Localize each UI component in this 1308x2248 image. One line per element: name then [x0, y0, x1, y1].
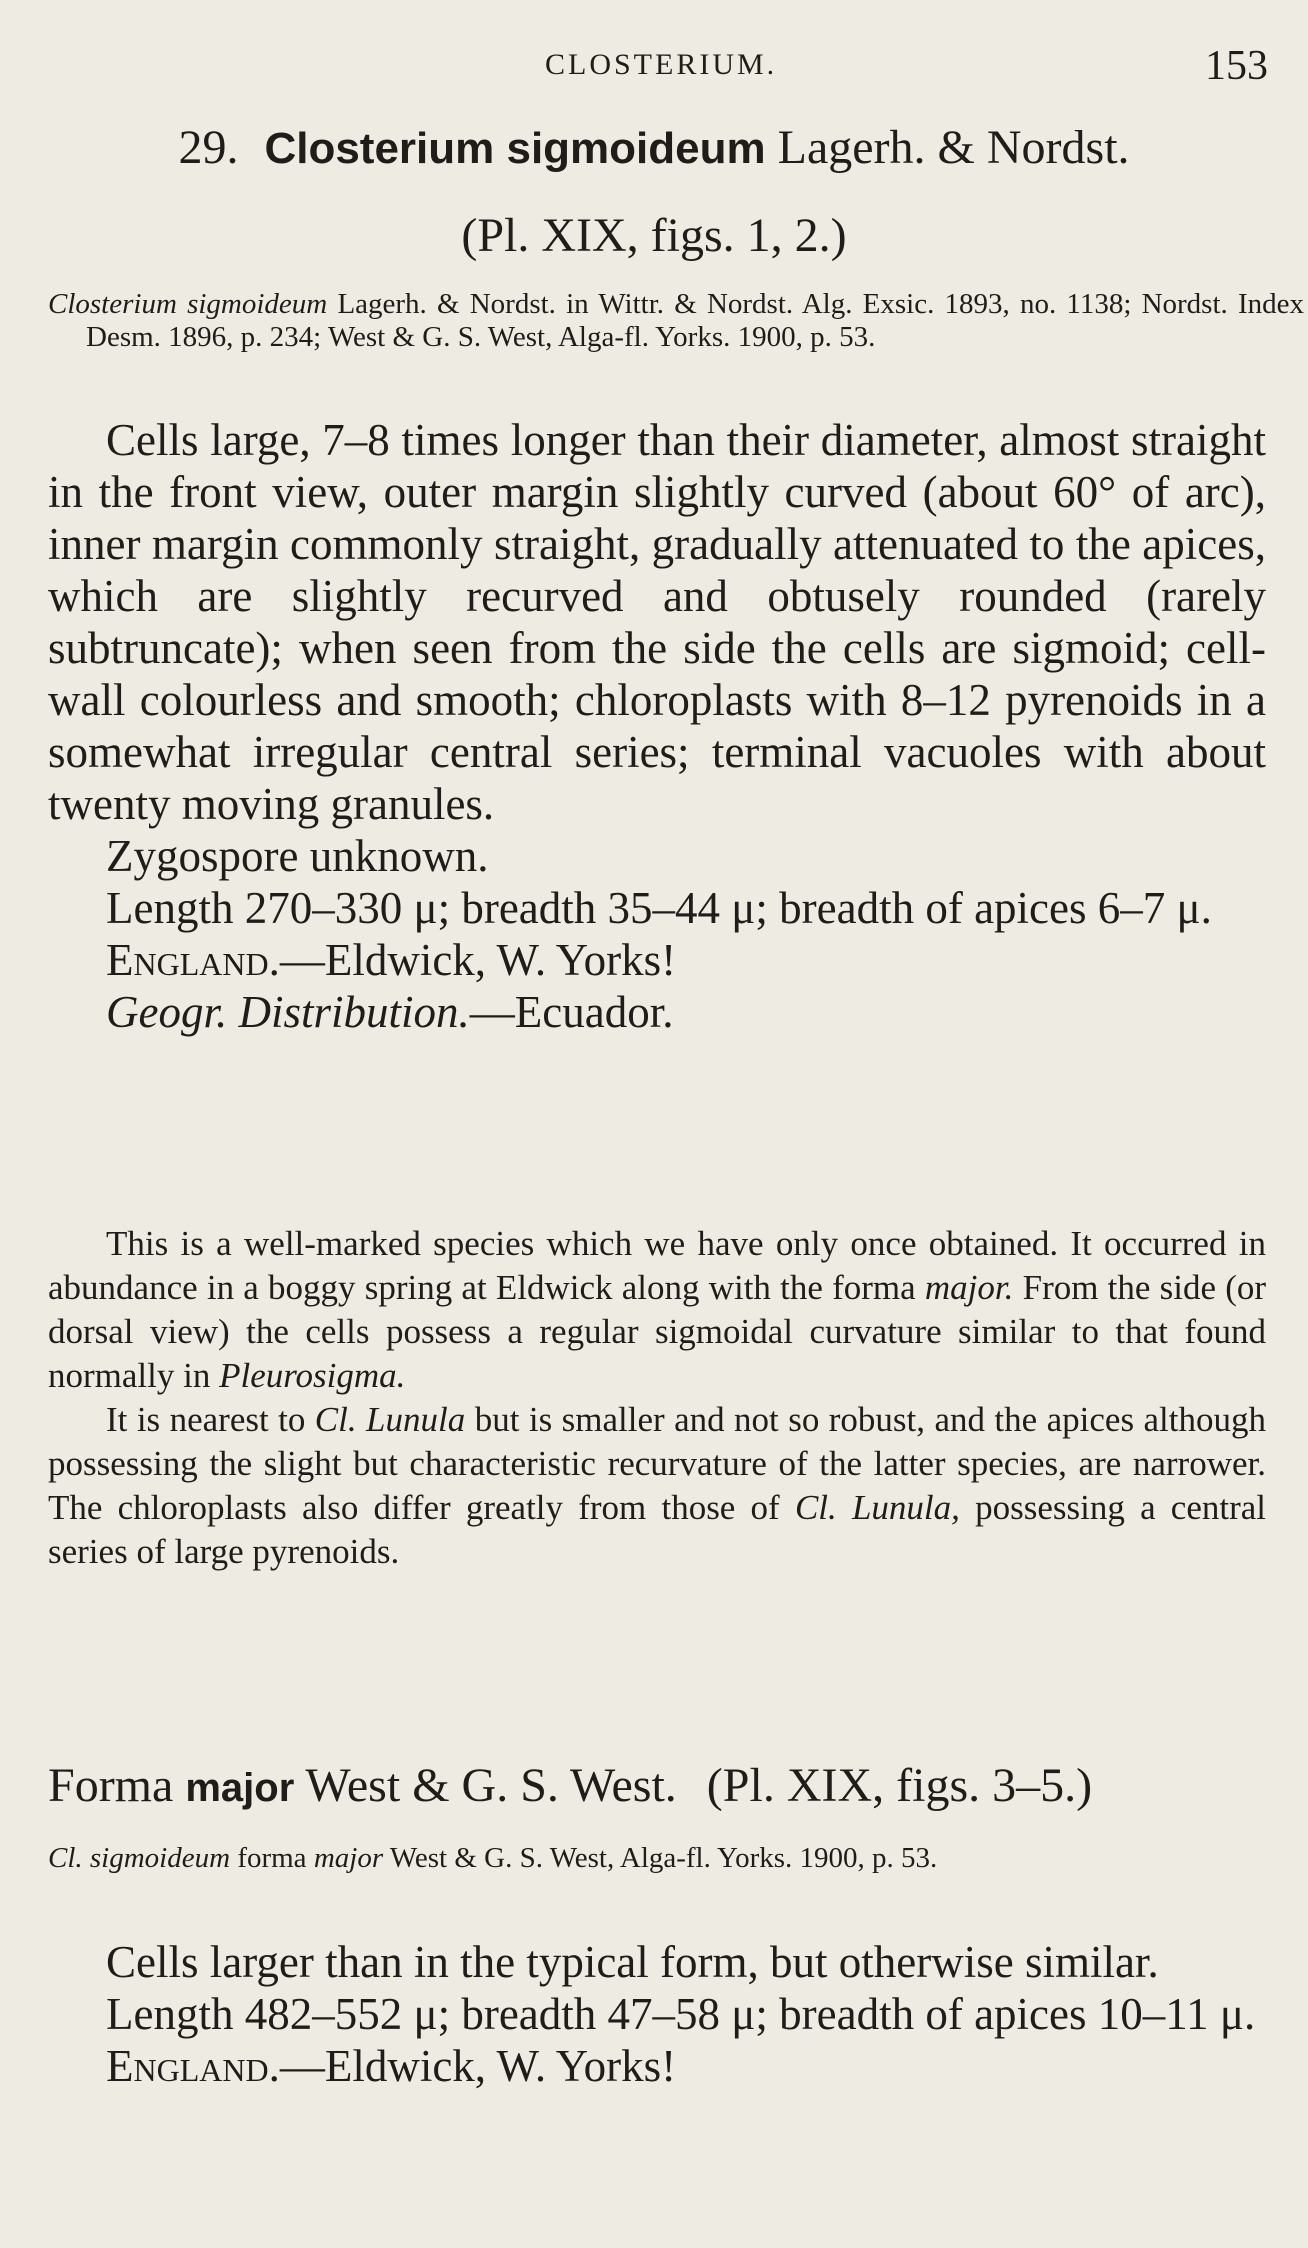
citation-text: Lagerh. & Nordst. in Wittr. & Nordst. Alg. Exsic. 1893, no. 1138; Nordst. Index Desm. 1896, p. 234; West & G. S. West, Alga-fl. Yorks. 1900, p. 53. — [86, 288, 1304, 353]
remarks-block — [48, 1222, 1266, 1574]
forma-plate-reference: (Pl. XIX, figs. 3–5.) — [706, 1759, 1093, 1812]
citation-taxon: Closterium sigmoideum — [48, 288, 328, 320]
forma-locality-label: England. — [106, 2041, 280, 2091]
remarks-italic: major. — [924, 1268, 1014, 1307]
forma-description-block — [48, 1936, 1266, 2092]
distribution-text: —Ecuador. — [469, 987, 674, 1037]
forma-authority: West & G. S. West. — [305, 1759, 677, 1812]
species-authority: Lagerh. & Nordst. — [777, 121, 1130, 174]
forma-name: major — [185, 1766, 295, 1810]
forma-citation-text: West & G. S. West, Alga-fl. Yorks. 1900, p. 53. — [389, 1842, 938, 1874]
locality-text: —Eldwick, W. Yorks! — [279, 935, 677, 985]
remarks-paragraph-1 — [48, 1222, 1266, 1398]
remarks-text: From the side (or dorsal view) the cells possess a regular sigmoidal curvature similar to that found normally in — [48, 1268, 1267, 1395]
species-description-block — [48, 414, 1266, 1038]
species-measurements: Length 270–330 μ; breadth 35–44 μ; breadth of apices 6–7 μ. — [106, 883, 1212, 933]
forma-locality — [48, 2040, 1266, 2092]
species-heading — [0, 120, 1308, 175]
species-number: 29. — [178, 121, 239, 174]
remarks-italic: Cl. Lunula — [314, 1400, 466, 1439]
zygospore-note: Zygospore unknown. — [106, 831, 489, 881]
forma-citation-taxon: Cl. sigmoideum — [48, 1842, 231, 1874]
remarks-text: It is nearest to — [106, 1400, 306, 1439]
remarks-italic: Pleurosigma. — [219, 1356, 406, 1395]
page-number: 153 — [1205, 43, 1268, 89]
remarks-italic: Cl. Lunula, — [794, 1488, 960, 1527]
page-header — [0, 42, 1308, 92]
remarks-text: but is smaller and not so robust, and the apices although possessing the slight but characteristic recurvature of the latter species, are narrower. The chloroplasts also differ greatly from those of — [48, 1400, 1266, 1527]
distribution-label: Geogr. Distribution. — [106, 987, 470, 1037]
species-citation — [48, 288, 1304, 354]
remarks-text: This is a well-marked species which we have only once obtained. It occurred in abundance in a boggy spring at Eldwick along with the forma — [48, 1224, 1266, 1307]
forma-label: Forma — [48, 1759, 174, 1812]
species-locality — [48, 934, 1266, 986]
forma-measurements: Length 482–552 μ; breadth 47–58 μ; breadth of apices 10–11 μ. — [106, 1989, 1256, 2039]
forma-citation-rank: major — [313, 1842, 384, 1874]
species-plate-reference: (Pl. XIX, figs. 1, 2.) — [461, 209, 847, 262]
geographical-distribution — [48, 986, 1266, 1038]
forma-citation-word: forma — [237, 1842, 307, 1874]
running-title: CLOSTERIUM. — [545, 48, 778, 81]
forma-citation — [48, 1842, 1304, 1875]
forma-locality-text: —Eldwick, W. Yorks! — [279, 2041, 677, 2091]
species-description: Cells large, 7–8 times longer than their diameter, almost straight in the front view, outer margin slightly curved (about 60° of arc), inner margin commonly straight, gradually attenuated to the apices, which are slightly recurved and obtusely rounded (rarely subtruncate); when seen from the side the cells are sigmoid; cell-wall colourless and smooth; chloroplasts with 8–12 pyrenoids in a somewhat irregular central series; terminal vacuoles with about twenty moving granules. — [48, 415, 1266, 829]
forma-description: Cells larger than in the typical form, but otherwise similar. — [106, 1937, 1159, 1987]
forma-heading — [48, 1758, 1266, 1813]
remarks-text: possessing a central series of large pyrenoids. — [48, 1488, 1267, 1571]
species-name: Closterium sigmoideum — [264, 124, 766, 173]
remarks-paragraph-2 — [48, 1398, 1266, 1574]
locality-label: England. — [106, 935, 280, 985]
